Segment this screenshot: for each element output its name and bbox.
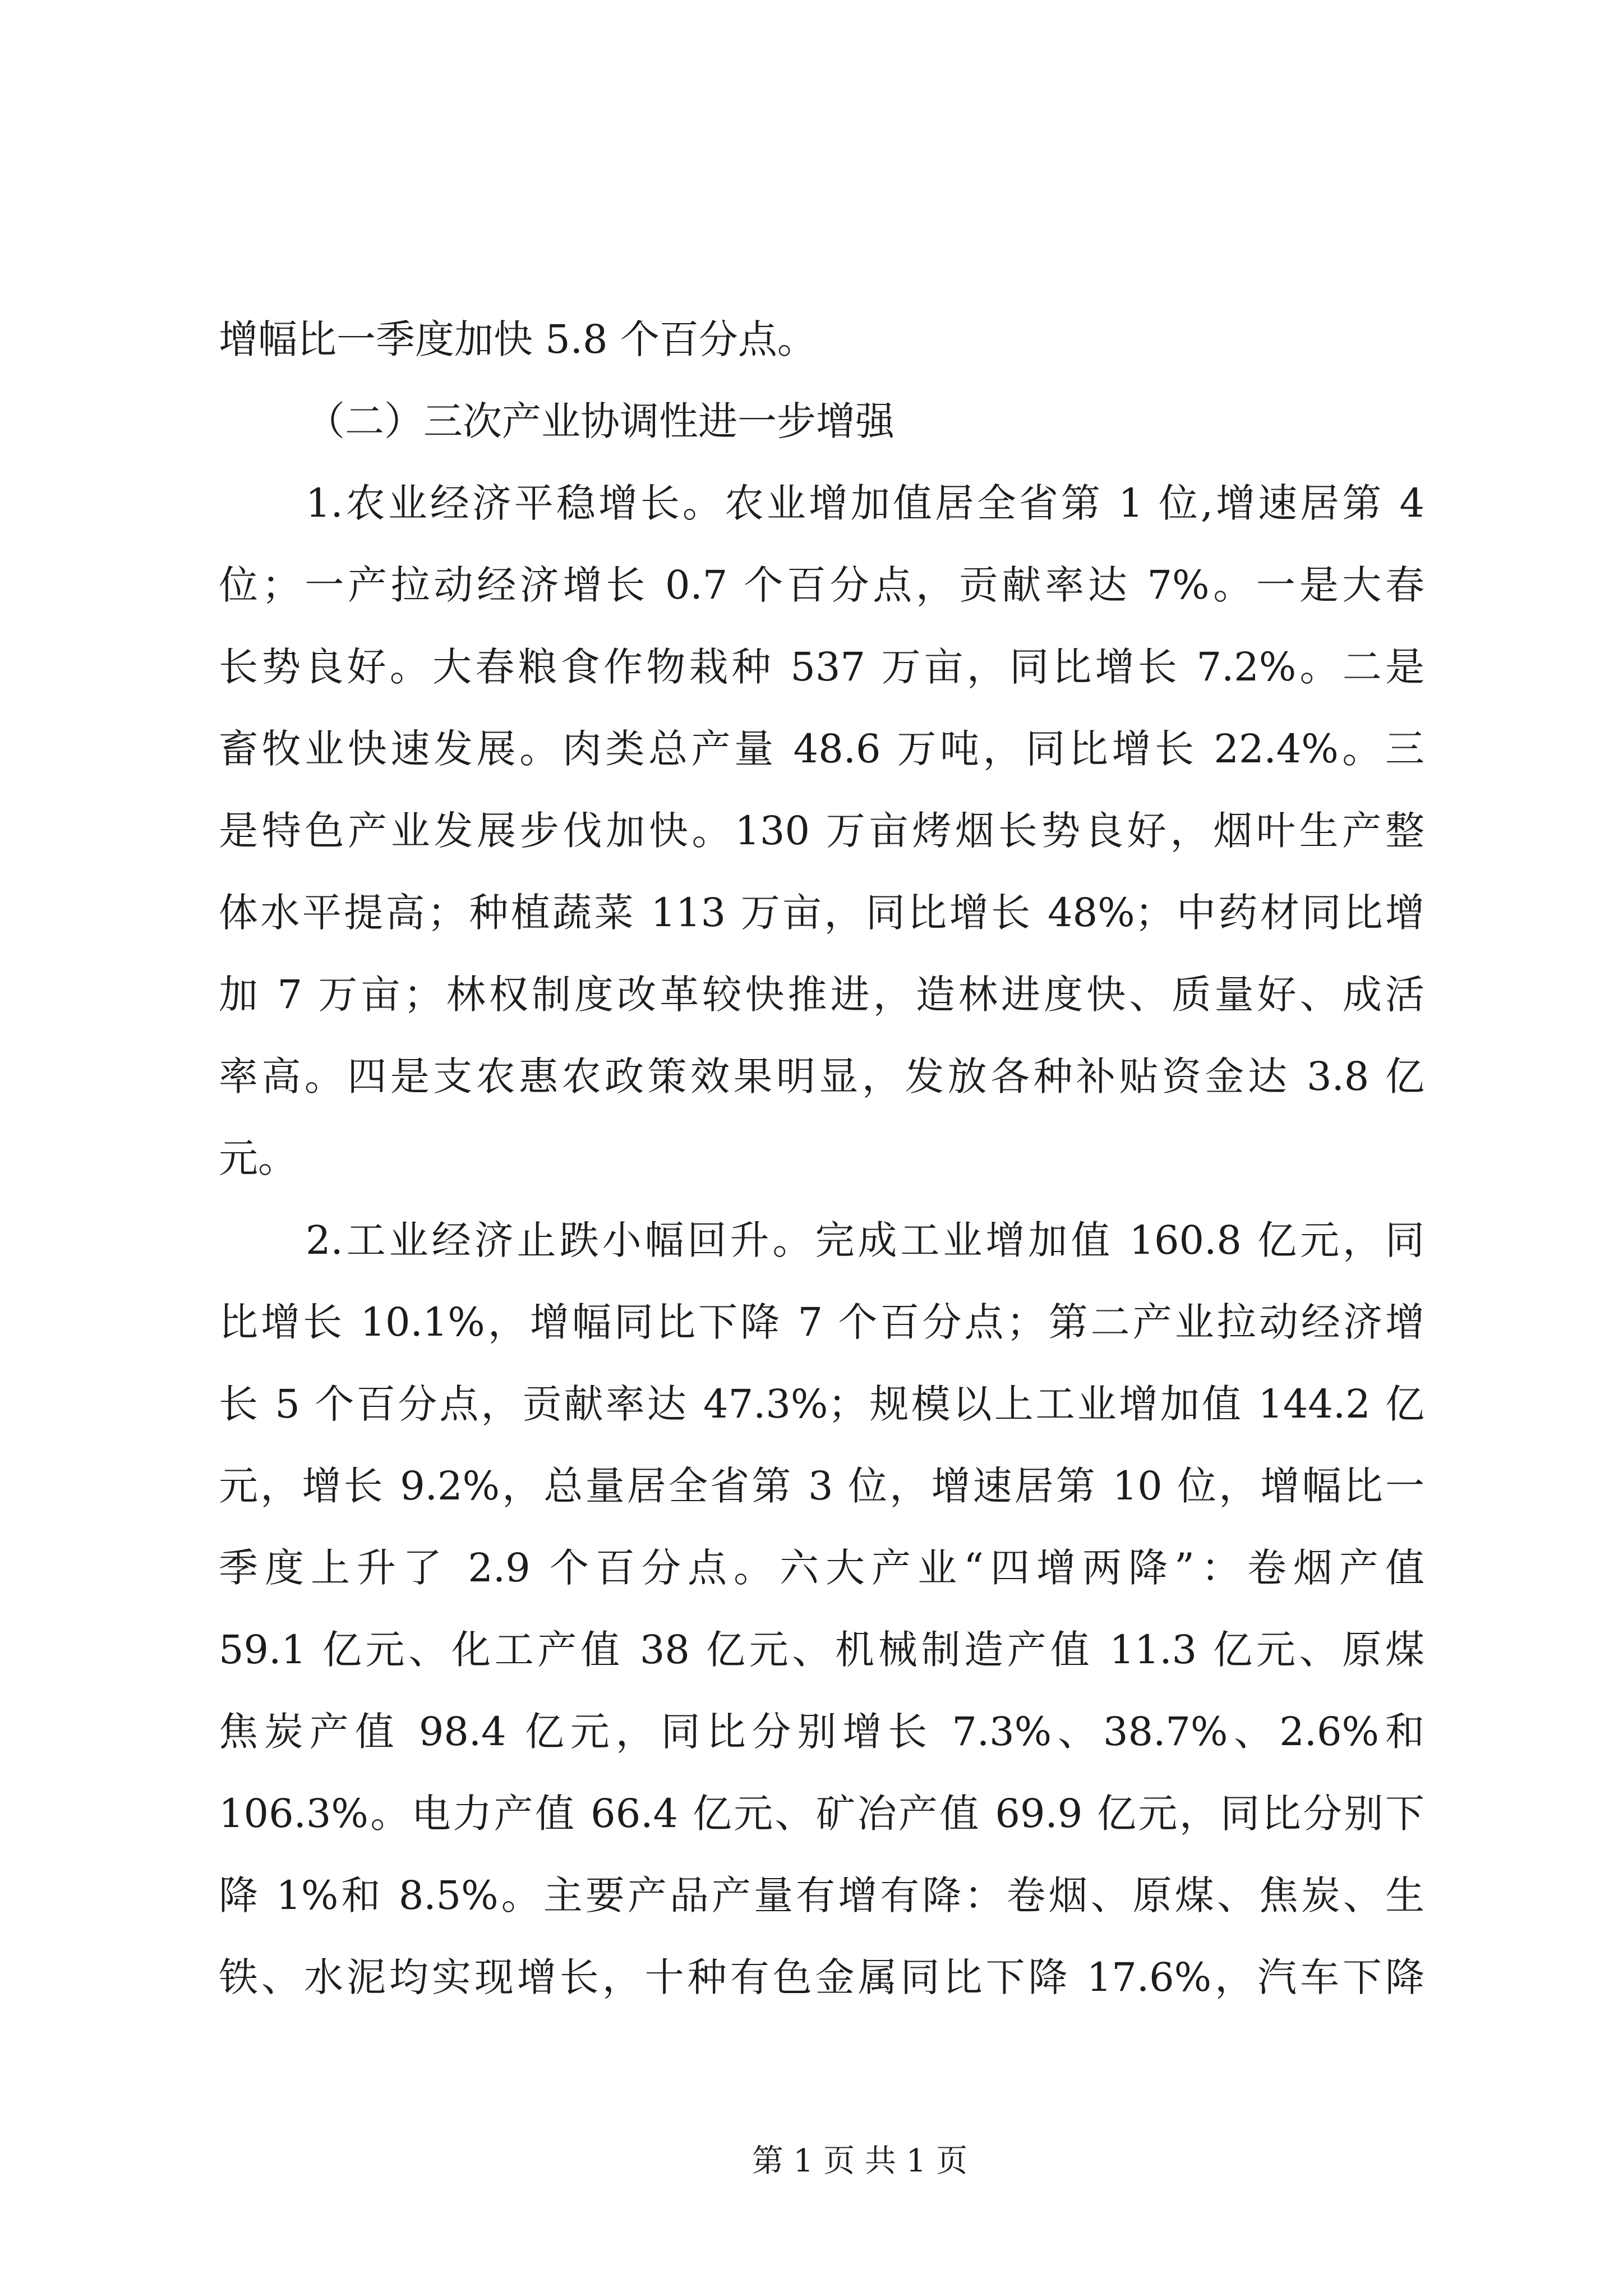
- paragraph-line: 率高。四是支农惠农政策效果明显，发放各种补贴资金达 3.8 亿: [219, 1053, 1424, 1099]
- paragraph-line: 位；一产拉动经济增长 0.7 个百分点，贡献率达 7%。一是大春: [219, 562, 1424, 608]
- industry-paragraph: [219, 1199, 1424, 2018]
- paragraph-line: 加 7 万亩；林权制度改革较快推进，造林进度快、质量好、成活: [219, 972, 1424, 1018]
- paragraph-line: 元，增长 9.2%，总量居全省第 3 位，增速居第 10 位，增幅比一: [219, 1463, 1424, 1509]
- page-footer-number: 第 1 页 共 1 页: [751, 2143, 968, 2179]
- paragraph-line: 焦炭产值 98.4 亿元，同比分别增长 7.3%、38.7%、2.6%和: [219, 1709, 1424, 1755]
- paragraph-line: 季度上升了 2.9 个百分点。六大产业“四增两降”：卷烟产值: [219, 1545, 1424, 1591]
- paragraph-line: 长 5 个百分点，贡献率达 47.3%；规模以上工业增加值 144.2 亿: [219, 1381, 1424, 1427]
- paragraph-line: 长势良好。大春粮食作物栽种 537 万亩，同比增长 7.2%。二是: [219, 644, 1424, 690]
- paragraph-line: 比增长 10.1%，增幅同比下降 7 个百分点；第二产业拉动经济增: [219, 1299, 1424, 1345]
- document-body: [219, 298, 1424, 2018]
- paragraph-line: 是特色产业发展步伐加快。130 万亩烤烟长势良好，烟叶生产整: [219, 808, 1424, 854]
- paragraph-line: 59.1 亿元、化工产值 38 亿元、机械制造产值 11.3 亿元、原煤: [219, 1627, 1424, 1673]
- paragraph-line: 体水平提高；种植蔬菜 113 万亩，同比增长 48%；中药材同比增: [219, 890, 1424, 936]
- paragraph-line: 1.农业经济平稳增长。农业增加值居全省第 1 位,增速居第 4: [306, 480, 1424, 526]
- paragraph-line: 2.工业经济止跌小幅回升。完成工业增加值 160.8 亿元，同: [306, 1217, 1424, 1263]
- continuation-line: 增幅比一季度加快 5.8 个百分点。: [219, 316, 817, 362]
- section-heading: （二）三次产业协调性进一步增强: [306, 398, 895, 444]
- paragraph-line: 元。: [219, 1135, 297, 1181]
- paragraph-line: 畜牧业快速发展。肉类总产量 48.6 万吨，同比增长 22.4%。三: [219, 726, 1424, 772]
- paragraph-line: 降 1%和 8.5%。主要产品产量有增有降：卷烟、原煤、焦炭、生: [219, 1872, 1424, 1918]
- paragraph-line: 106.3%。电力产值 66.4 亿元、矿冶产值 69.9 亿元，同比分别下: [219, 1791, 1424, 1837]
- paragraph-line: 铁、水泥均实现增长，十种有色金属同比下降 17.6%，汽车下降: [219, 1954, 1424, 2000]
- agriculture-paragraph: [219, 462, 1424, 1199]
